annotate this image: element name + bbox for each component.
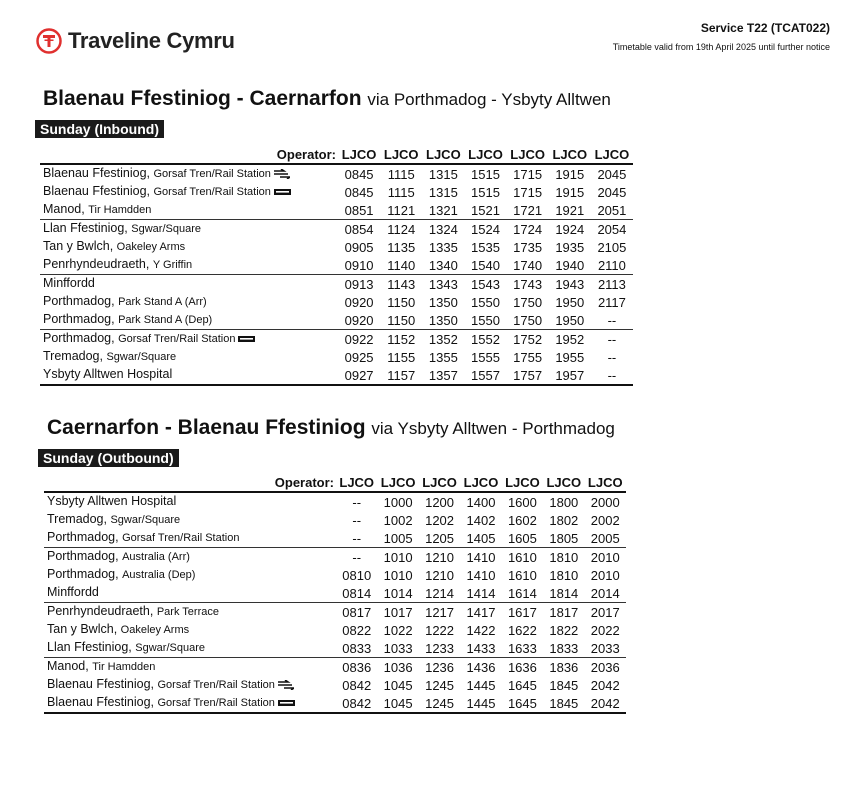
departure-time: 1957 [549,366,591,385]
stop-main: Blaenau Ffestiniog, [43,166,151,180]
stop-detail: Gorsaf Tren/Rail Station [157,679,275,691]
operator-label: Operator: [44,473,336,492]
departure-time: 1002 [383,512,413,528]
departure-time: 2042 [585,694,626,713]
departure-time: 1222 [425,622,455,638]
departure-time: 1724 [507,220,549,239]
departure-time: 0842 [342,677,372,693]
departure-time: 0814 [342,585,372,601]
stop-detail: Sgwar/Square [110,514,181,526]
departure-time: 1350 [428,312,458,328]
stop-main: Manod, [47,659,89,673]
operator-code: LJCO [336,473,377,492]
stop-detail: Oakeley Arms [116,241,186,253]
operator-code: LJCO [380,145,422,164]
departure-time: 1636 [502,658,543,677]
stop-detail: Park Stand A (Dep) [118,314,213,326]
inbound-title [43,87,611,111]
stop-name [44,511,336,529]
departure-time: 0836 [336,658,377,677]
stop-detail: Park Terrace [156,606,219,618]
departure-time: 0833 [342,640,372,656]
departure-time: 1952 [549,330,591,349]
departure-time: 1600 [507,494,537,510]
rail-line-icon [278,699,295,707]
departure-time: 2105 [597,239,627,255]
departure-time: 1940 [555,257,585,273]
operator-label: Operator: [40,145,338,164]
departure-time: 1915 [555,184,585,200]
departure-time: 2051 [597,202,627,218]
stop-main: Penrhyndeudraeth, [43,257,150,271]
departure-time: 1521 [471,202,500,218]
departure-time: 1321 [428,202,458,218]
stop-main: Tan y Bwlch, [43,239,114,253]
departure-time: 1755 [513,349,543,365]
operator-code: LJCO [507,145,549,164]
traveline-logo-icon [36,28,62,54]
departure-time: 1924 [549,220,591,239]
stop-main: Llan Ffestiniog, [43,221,128,235]
departure-time: 1845 [549,677,579,693]
departure-time: 1610 [507,567,537,583]
departure-time: 0910 [344,257,374,273]
stop-name [44,658,336,677]
departure-time: 1045 [377,694,418,713]
timetable-row [40,164,633,183]
stop-main: Blaenau Ffestiniog, [47,677,155,691]
departure-time: 1817 [543,603,584,622]
departure-time: 1355 [428,349,458,365]
stop-main: Tremadog, [47,512,107,526]
timetable-row [40,330,633,349]
departure-time: 1610 [502,548,543,567]
stop-main: Porthmadog, [43,331,115,345]
departure-time: 1010 [383,567,413,583]
timetable-row [44,584,626,603]
timetable-row [44,621,626,639]
stop-name [44,529,336,548]
stop-name [44,492,336,511]
departure-time: 1757 [507,366,549,385]
departure-time: 0810 [342,567,372,583]
stop-detail: Gorsaf Tren/Rail Station [122,532,240,544]
departure-time: 1315 [428,184,458,200]
departure-time: 2113 [591,275,633,294]
timetable-row [40,256,633,275]
stop-main: Tremadog, [43,349,103,363]
departure-time: 2036 [585,658,626,677]
outbound-via: via Ysbyty Alltwen - Porthmadog [371,419,615,438]
departure-time: 1540 [471,257,500,273]
timetable-row [40,293,633,311]
outbound-timetable [44,473,626,714]
departure-time: 2117 [597,294,626,310]
brand-name: Traveline Cymru [68,28,235,53]
departure-time: 1802 [549,512,579,528]
inbound-timetable [40,145,633,386]
departure-time: -- [352,494,362,510]
departure-time: 1210 [419,548,460,567]
operator-code: LJCO [549,145,591,164]
timetable-row [40,220,633,239]
departure-time: 2045 [597,166,627,182]
departure-time: 0842 [336,694,377,713]
timetable-row [40,275,633,294]
departure-time: 1115 [387,184,415,200]
timetable-row [44,529,626,548]
departure-time: 1010 [377,548,418,567]
stop-main: Tan y Bwlch, [47,622,118,636]
departure-time: 2045 [597,184,627,200]
departure-time: 1445 [460,694,501,713]
departure-time: 1315 [428,166,458,182]
departure-time: -- [591,366,633,385]
stop-name [44,694,336,713]
departure-time: -- [352,512,362,528]
departure-time: 1515 [471,184,500,200]
departure-time: 1645 [502,694,543,713]
stop-detail: Gorsaf Tren/Rail Station [118,333,236,345]
stop-detail: Australia (Dep) [122,569,196,581]
departure-time: 1833 [549,640,579,656]
timetable-row [40,201,633,220]
departure-time: 2014 [590,585,620,601]
departure-time: 1617 [502,603,543,622]
departure-time: 1550 [471,294,500,310]
departure-time: 1800 [549,494,579,510]
departure-time: 1515 [471,166,500,182]
departure-time: 2017 [585,603,626,622]
operator-code: LJCO [460,473,501,492]
departure-time: 1721 [513,202,543,218]
departure-time: 0922 [338,330,380,349]
departure-time: 1210 [425,567,455,583]
stop-name [40,201,338,220]
traveline-logo [36,28,235,54]
departure-time: 0920 [344,312,374,328]
train-icon [278,680,294,690]
stop-name [40,275,338,294]
timetable-row [44,694,626,713]
departure-time: 1400 [466,494,496,510]
departure-time: 1405 [466,530,496,546]
operator-code: LJCO [377,473,418,492]
validity-note: Timetable valid from 19th April 2025 until further notice [612,42,830,52]
operator-code: LJCO [419,473,460,492]
departure-time: 1150 [387,312,416,328]
departure-time: 1033 [383,640,413,656]
departure-time: 1915 [555,166,585,182]
departure-time: 1524 [464,220,506,239]
stop-name [40,238,338,256]
departure-time: 1810 [543,548,584,567]
departure-time: 1014 [383,585,413,601]
operator-row [44,473,626,492]
departure-time: 1140 [387,257,416,273]
rail-line-icon [274,188,291,196]
departure-time: 1845 [543,694,584,713]
timetable-row [44,511,626,529]
departure-time: 1417 [460,603,501,622]
timetable-row [44,676,626,694]
departure-time: 1205 [425,530,455,546]
departure-time: 1233 [425,640,455,656]
stop-detail: Australia (Arr) [122,551,190,563]
departure-time: 1822 [549,622,579,638]
departure-time: 1750 [513,312,543,328]
departure-time: 1743 [507,275,549,294]
departure-time: 1143 [380,275,422,294]
operator-code: LJCO [591,145,633,164]
stop-detail: Sgwar/Square [106,351,177,363]
departure-time: 1935 [555,239,585,255]
departure-time: 1622 [507,622,537,638]
departure-time: 1324 [422,220,464,239]
timetable-row [40,183,633,201]
operator-code: LJCO [464,145,506,164]
stop-detail: Gorsaf Tren/Rail Station [153,168,271,180]
stop-detail: Y Griffin [152,259,193,271]
stop-main: Porthmadog, [43,312,115,326]
timetable-row [44,566,626,584]
departure-time: -- [591,330,633,349]
timetable-row [44,548,626,567]
stop-detail: Gorsaf Tren/Rail Station [153,186,271,198]
stop-main: Ysbyty Alltwen Hospital [43,367,173,381]
departure-time: 1410 [466,567,496,583]
departure-time: 1245 [425,677,455,693]
stop-main: Porthmadog, [47,549,119,563]
departure-time: 1555 [471,349,500,365]
outbound-route: Caernarfon - Blaenau Ffestiniog [47,416,366,439]
stop-name [40,330,338,349]
stop-main: Llan Ffestiniog, [47,640,132,654]
departure-time: -- [352,530,362,546]
stop-main: Porthmadog, [47,530,119,544]
departure-time: 1217 [419,603,460,622]
departure-time: 1155 [387,349,416,365]
departure-time: -- [607,349,617,365]
timetable-row [40,238,633,256]
departure-time: 0927 [338,366,380,385]
departure-time: 1614 [507,585,537,601]
departure-time: 1036 [377,658,418,677]
departure-time: 1335 [428,239,458,255]
departure-time: 0905 [344,239,374,255]
operator-code: LJCO [585,473,626,492]
departure-time: 1955 [555,349,585,365]
departure-time: 1124 [380,220,422,239]
stop-name [44,548,336,567]
departure-time: 1135 [387,239,416,255]
departure-time: 1350 [428,294,458,310]
departure-time: 2005 [590,530,620,546]
operator-row [40,145,633,164]
inbound-via: via Porthmadog - Ysbyty Alltwen [367,90,611,109]
stop-detail: Oakeley Arms [120,624,190,636]
departure-time: 1343 [422,275,464,294]
departure-time: 2002 [590,512,620,528]
departure-time: 1115 [387,166,415,182]
departure-time: 0817 [336,603,377,622]
departure-time: 1022 [383,622,413,638]
stop-main: Penrhyndeudraeth, [47,604,154,618]
operator-code: LJCO [543,473,584,492]
departure-time: 2033 [590,640,620,656]
stop-detail: Gorsaf Tren/Rail Station [157,697,275,709]
stop-name [40,348,338,366]
departure-time: 0851 [344,202,374,218]
departure-time: 1740 [513,257,543,273]
stop-main: Ysbyty Alltwen Hospital [47,494,177,508]
departure-time: 1814 [549,585,579,601]
departure-time: 1436 [460,658,501,677]
departure-time: 1000 [383,494,413,510]
stop-name [40,366,338,385]
departure-time: -- [607,312,617,328]
departure-time: 1045 [383,677,413,693]
stop-name [44,621,336,639]
departure-time: 2000 [590,494,620,510]
stop-name [40,183,338,201]
stop-detail: Tir Hamdden [88,204,152,216]
timetable-row [40,311,633,330]
departure-time: 1752 [507,330,549,349]
departure-time: 1410 [460,548,501,567]
departure-time: 0920 [344,294,374,310]
departure-time: 0913 [338,275,380,294]
departure-time: 1633 [507,640,537,656]
stop-name [40,164,338,183]
timetable-row [44,658,626,677]
departure-time: 1735 [513,239,543,255]
departure-time: -- [336,548,377,567]
departure-time: 1152 [380,330,422,349]
departure-time: 1602 [507,512,537,528]
departure-time: 2110 [597,257,626,273]
departure-time: 0822 [342,622,372,638]
stop-name [44,639,336,658]
timetable-row [44,639,626,658]
departure-time: 1414 [466,585,496,601]
rail-line-icon [238,335,255,343]
departure-time: 1445 [466,677,496,693]
outbound-title [47,416,615,440]
departure-time: 1950 [555,294,585,310]
outbound-day-label: Sunday (Outbound) [38,449,179,467]
operator-code: LJCO [422,145,464,164]
timetable-row [40,366,633,385]
departure-time: 1645 [507,677,537,693]
stop-name [40,293,338,311]
stop-name [44,603,336,622]
stop-detail: Sgwar/Square [131,223,201,235]
departure-time: 1543 [464,275,506,294]
stop-detail: Tir Hamdden [92,661,156,673]
operator-code: LJCO [502,473,543,492]
departure-time: 1552 [464,330,506,349]
departure-time: 1943 [549,275,591,294]
departure-time: 1005 [383,530,413,546]
service-code: Service T22 (TCAT022) [700,21,830,35]
stop-detail: Park Stand A (Arr) [118,296,207,308]
stop-main: Minffordd [47,585,99,599]
stop-main: Porthmadog, [43,294,115,308]
operator-code: LJCO [338,145,380,164]
departure-time: 1921 [555,202,585,218]
timetable-row [40,348,633,366]
departure-time: 1157 [380,366,422,385]
departure-time: 1121 [387,202,416,218]
timetable-row [44,603,626,622]
departure-time: 1200 [425,494,455,510]
stop-main: Porthmadog, [47,567,119,581]
stop-main: Manod, [43,202,85,216]
departure-time: 1550 [471,312,500,328]
departure-time: 1557 [464,366,506,385]
train-icon [274,169,290,179]
stop-main: Minffordd [43,276,95,290]
stop-name [40,311,338,330]
inbound-day-label: Sunday (Inbound) [35,120,164,138]
departure-time: 1750 [513,294,543,310]
departure-time: 1357 [422,366,464,385]
departure-time: 2042 [590,677,620,693]
departure-time: 1805 [549,530,579,546]
stop-detail: Sgwar/Square [135,642,205,654]
departure-time: 1535 [471,239,500,255]
stop-main: Blaenau Ffestiniog, [47,695,155,709]
departure-time: 1214 [425,585,455,601]
departure-time: 1202 [425,512,455,528]
departure-time: 0854 [338,220,380,239]
departure-time: 0845 [344,166,374,182]
stop-name [40,220,338,239]
departure-time: 2054 [591,220,633,239]
departure-time: 1433 [466,640,496,656]
timetable-row [44,492,626,511]
departure-time: 1836 [543,658,584,677]
departure-time: 1340 [428,257,458,273]
departure-time: 1236 [419,658,460,677]
departure-time: 2022 [590,622,620,638]
departure-time: 1150 [387,294,416,310]
stop-name [44,566,336,584]
stop-main: Blaenau Ffestiniog, [43,184,151,198]
departure-time: 1422 [466,622,496,638]
departure-time: 1352 [422,330,464,349]
departure-time: 2010 [585,548,626,567]
departure-time: 1950 [555,312,585,328]
departure-time: 1402 [466,512,496,528]
departure-time: 1810 [549,567,579,583]
departure-time: 2010 [590,567,620,583]
departure-time: 1715 [513,184,543,200]
stop-name [40,256,338,275]
departure-time: 1715 [513,166,543,182]
stop-name [44,584,336,603]
stop-name [44,676,336,694]
departure-time: 1017 [377,603,418,622]
departure-time: 0845 [344,184,374,200]
inbound-route: Blaenau Ffestiniog - Caernarfon [43,87,362,110]
departure-time: 0925 [344,349,374,365]
departure-time: 1245 [419,694,460,713]
departure-time: 1605 [507,530,537,546]
